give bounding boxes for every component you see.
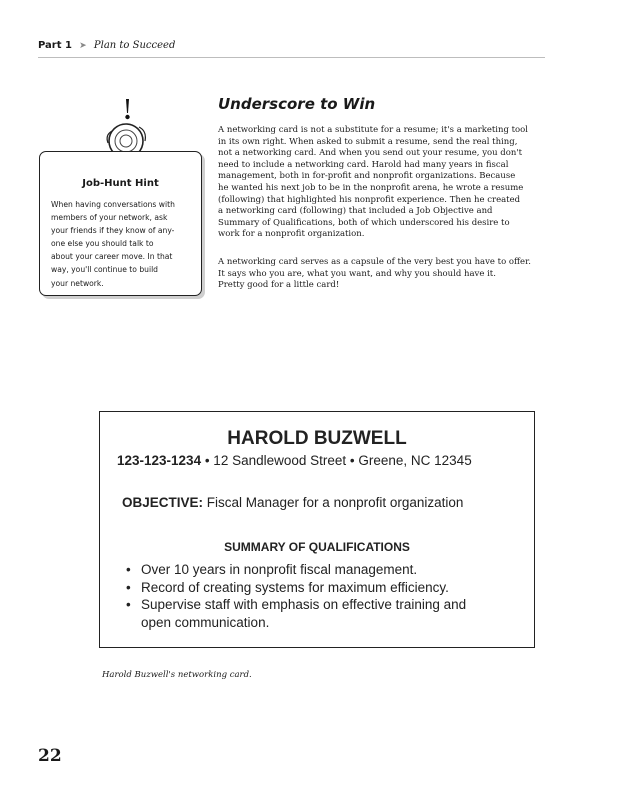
qualifications-list [126,561,496,631]
text-line: (following) that highlighted his nonprofit experience. Then he created [218,194,521,205]
card-objective [122,495,463,510]
text-line: management, both in for-profit and nonprofit organizations. Because [218,171,516,182]
text-line: work for a nonprofit organization. [218,229,365,240]
hint-line: one else you should talk to [51,239,154,249]
text-line: Pretty good for a little card! [218,280,340,291]
page-number: 22 [38,746,62,766]
running-header [38,40,175,51]
qualification-item: • Supervise staff with emphasis on effective training and open communication. [126,596,496,631]
text-line: not a networking card. And when you send out your resume, you don't [218,148,523,159]
hint-line: your network. [51,278,104,288]
text-line: A networking card serves as a capsule of the very best you have to offer. [218,257,531,267]
text-line: he wanted his next job to be in the nonprofit arena, he wrote a resume [218,182,524,193]
part-label: Part 1 [38,40,72,51]
arrow-icon: ➤ [79,41,87,51]
card-contact-line [117,453,472,468]
card-address: • 12 Sandlewood Street • Greene, NC 12345 [201,453,472,468]
hint-line: your friends if they know of any- [51,226,175,236]
text-line: a networking card (following) that included a Job Objective and [218,206,493,217]
text-line: Summary of Qualifications, both of which underscored his desire to [218,217,510,228]
objective-label: OBJECTIVE: [122,495,204,510]
header-divider [38,57,545,58]
qualification-item: • Over 10 years in nonprofit fiscal management. [126,561,496,579]
card-name: HAROLD BUZWELL [227,428,407,449]
hint-line: When having conversations with [51,200,175,209]
hint-line: way, you'll continue to build [51,265,159,275]
text-line: It says who you are, what you want, and why you should have it. [218,268,496,279]
summary-heading: SUMMARY OF QUALIFICATIONS [224,540,410,554]
card-phone: 123-123-1234 [117,453,202,468]
text-line: need to include a networking card. Harold had many years in fiscal [218,159,509,170]
body-paragraph-1 [218,125,548,241]
hint-title: Job-Hunt Hint [82,178,159,189]
objective-text: Fiscal Manager for a nonprofit organization [203,495,464,510]
section-label: Plan to Succeed [93,40,176,51]
body-paragraph-2 [218,257,548,292]
text-line: A networking card is not a substitute for a resume; it's a marketing tool [218,125,528,135]
hint-line: members of your network, ask [51,213,168,223]
qualification-item: • Record of creating systems for maximum efficiency. [126,579,496,597]
text-line: in its own right. When asked to submit a resume, send the real thing, [218,136,518,147]
networking-card [99,411,535,648]
figure-caption: Harold Buzwell's networking card. [102,670,252,680]
hint-line: about your career move. In that [51,252,173,262]
job-hunt-hint-sidebar [39,151,202,296]
hint-text [51,198,193,290]
section-title: Underscore to Win [218,95,376,113]
